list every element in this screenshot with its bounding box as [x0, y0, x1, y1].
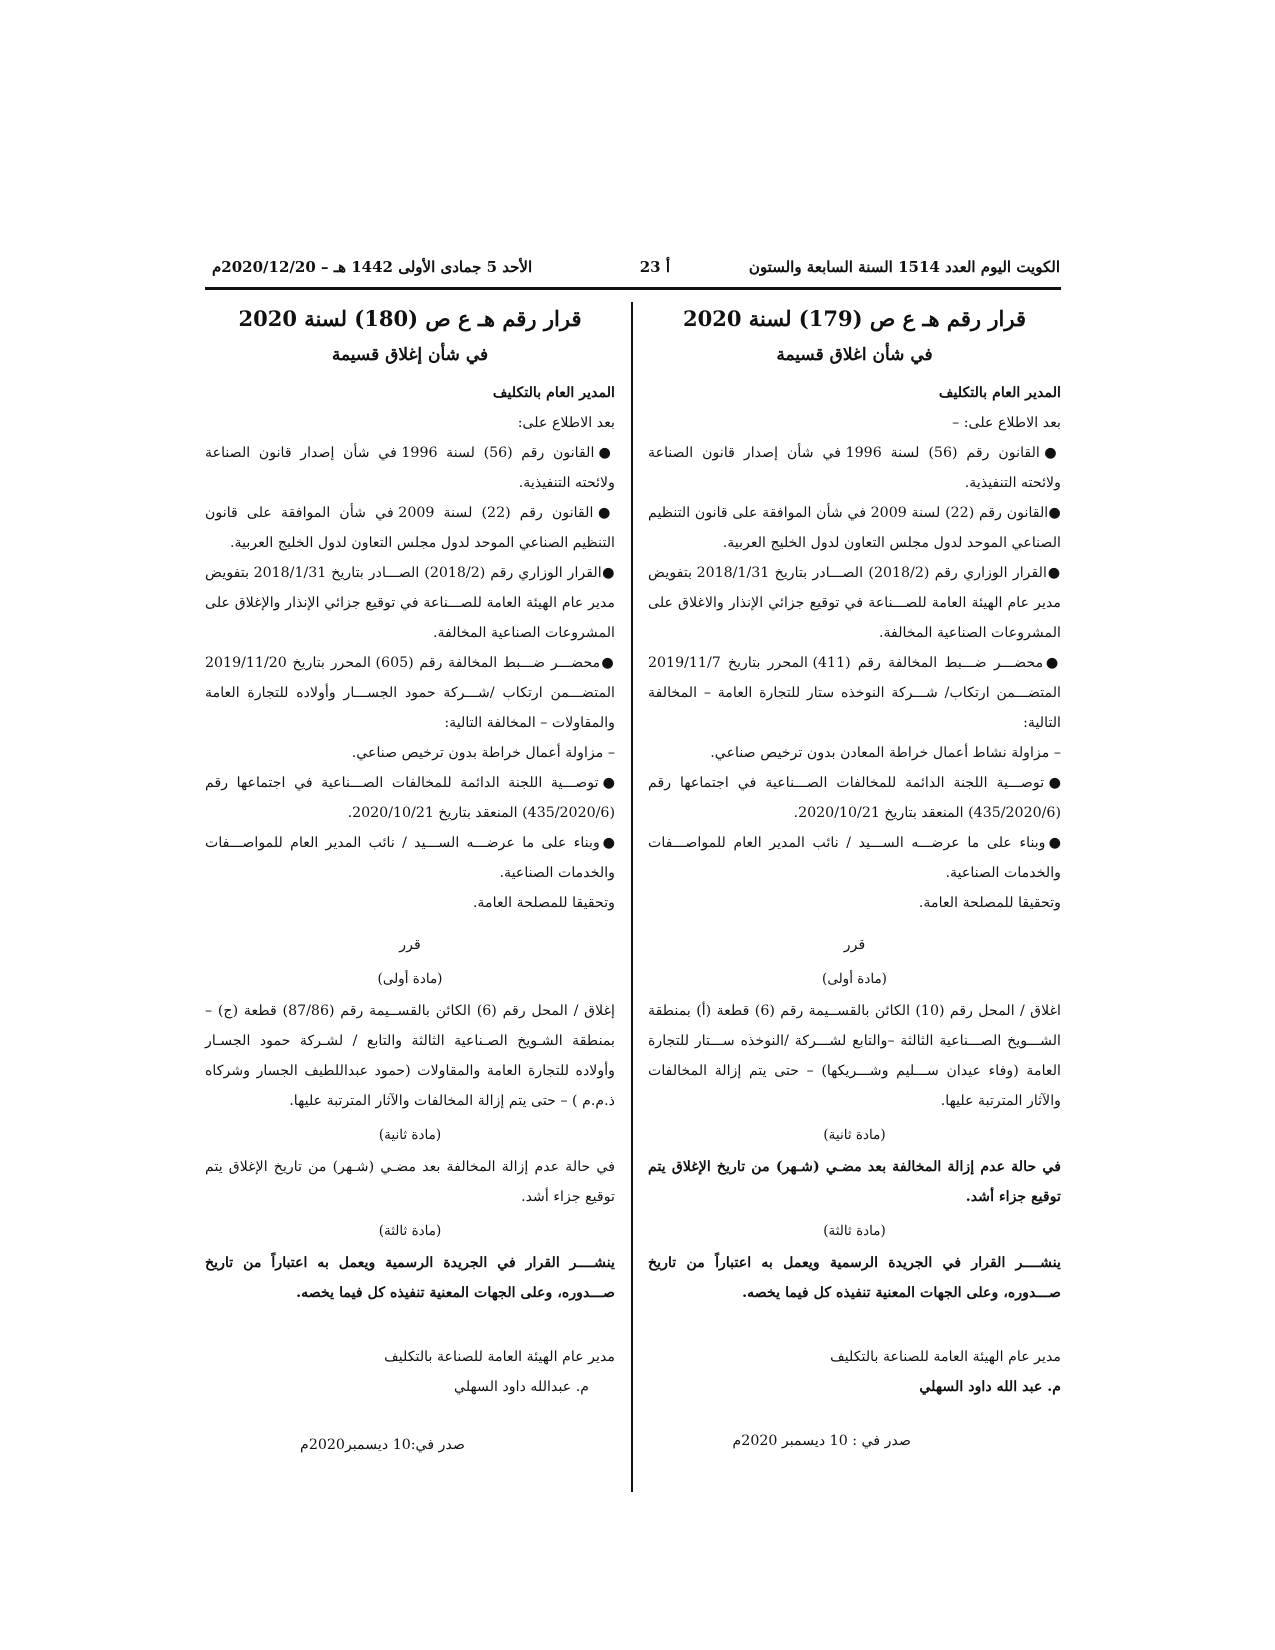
article-text: في حالة عدم إزالة المخالفة بعد مضـي (شـهر) من تاريخ الإغلاق يتم توقيع جزاء أشد.	[648, 1159, 1061, 1205]
preamble-item: ●وبناء على ما عرضـــه الســـيد / نائب المدير العام للمواصـــفات والخدمات الصناعية.	[205, 835, 615, 881]
article-heading: (مادة ثالثة)	[823, 1223, 886, 1239]
issue-date: الأحد 5 جمادى الأولى 1442 هـ – 2020/12/20م	[212, 258, 533, 276]
decision-subtitle: في شأن اغلاق قسيمة	[776, 345, 933, 365]
article-text: ينشــــر القرار في الجريدة الرسمية ويعمل به اعتباراً من تاريخ صـــدوره، وعلى الجهات المعنية تنفيذه كل فيما يخصه.	[205, 1255, 615, 1301]
issuer: المدير العام بالتكليف	[492, 385, 615, 401]
article-text: إغلاق / المحل رقم (6) الكائن بالقســيمة رقم (87/86) قطعة (ج) – بمنطقة الشـويخ الصـناعية الثالثة والتابع / لشـركة حمود الجسـار وأولاده للتجارة العامة والمقاولات (حمود عبداللطيف الجسار وشركاه ذ.م.م ) – حتى يتم إزالة المخالفات والآثار المترتبة عليها.	[205, 1003, 615, 1109]
preamble-item: ●محضـــر ضـــبط المخالفة رقم (605) المحرر بتاريخ 2019/11/20 المتضـــمن ارتكاب /شـــركة حمود الجســـار وأولاده للتجارة العامة والمقاولات – المخالفة التالية:	[205, 655, 615, 731]
preamble-item: ●القانون رقم (22) لسنة 2009 في شأن الموافقة على قانون التنظيم الصناعي الموحد لدول مجلس التعاون لدول الخليج العربية.	[205, 505, 615, 551]
preamble-item: ●القانون رقم (56) لسنة 1996 في شأن إصدار قانون الصناعة ولائحته التنفيذية.	[205, 445, 615, 491]
preamble-item: وتحقيقا للمصلحة العامة.	[472, 895, 615, 911]
issuer: المدير العام بالتكليف	[938, 385, 1061, 401]
signatory-title: مدير عام الهيئة العامة للصناعة بالتكليف	[384, 1349, 615, 1365]
decision-title: قرار رقم هـ ع ص (180) لسنة 2020	[238, 306, 582, 331]
preamble-item: ●توصـــية اللجنة الدائمة للمخالفات الصـــناعية في اجتماعها رقم (435/2020/6) المنعقد بتاريخ 2020/10/21.	[205, 775, 615, 821]
decision-title: قرار رقم هـ ع ص (179) لسنة 2020	[683, 306, 1026, 331]
page-header	[212, 258, 1060, 284]
column-divider	[631, 302, 633, 1492]
signatory-name: م. عبد الله داود السهلي	[919, 1379, 1061, 1395]
preamble-item: ●القانون رقم (22) لسنة 2009 في شأن الموافقة على قانون التنظيم الصناعي الموحد لدول مجلس التعاون لدول الخليج العربية.	[648, 505, 1062, 551]
preamble-item: ●القرار الوزاري رقم (2018/2) الصـــادر بتاريخ 2018/1/31 بتفويض مدير عام الهيئة العامة للصـــناعة في توقيع جزائي الإنذار والإغلاق على المشروعات الصناعية المخالفة.	[205, 565, 615, 641]
publication-info: الكويت اليوم العدد 1514 السنة السابعة والستون	[748, 258, 1060, 276]
article-text: ينشــــر القرار في الجريدة الرسمية ويعمل به اعتباراً من تاريخ صـــدوره، وعلى الجهات المعنية تنفيذه كل فيما يخصه.	[648, 1255, 1061, 1301]
signature-block	[205, 1342, 615, 1402]
article-heading: (مادة ثانية)	[378, 1127, 442, 1143]
preamble-item: ●وبناء على ما عرضـــه الســـيد / نائب المدير العام للمواصـــفات والخدمات الصناعية.	[648, 835, 1061, 881]
preamble-item: ●القانون رقم (56) لسنة 1996 في شأن إصدار قانون الصناعة ولائحته التنفيذية.	[648, 445, 1061, 491]
header-rule	[205, 287, 1061, 290]
decision-180-column	[205, 302, 615, 1460]
issued-date: صدر في : 10 ديسمبر 2020م	[732, 1433, 911, 1449]
article-heading: (مادة ثانية)	[823, 1127, 886, 1143]
article-heading: (مادة أولى)	[377, 971, 443, 987]
article-text: في حالة عدم إزالة المخالفة بعد مضـي (شـهر) من تاريخ الإغلاق يتم توقيع جزاء أشد.	[205, 1159, 615, 1205]
violation-item: – مزاولة نشاط أعمال خراطة المعادن بدون ترخيص صناعي.	[710, 745, 1061, 761]
decided-heading: قرر	[399, 937, 421, 953]
issued-date: صدر في:10 ديسمبر2020م	[300, 1437, 465, 1453]
page-number: أ 23	[639, 258, 670, 276]
decision-179-column	[648, 302, 1061, 1456]
preamble-item: ●محضـــر ضـــبط المخالفة رقم (411) المحرر بتاريخ 2019/11/7 المتضـــمن ارتكاب/ شـــركة النوخذه ستار للتجارة العامة – المخالفة التالية:	[648, 655, 1061, 731]
after-review: بعد الاطلاع على:	[517, 415, 615, 431]
violation-item: – مزاولة أعمال خراطة بدون ترخيص صناعي.	[351, 745, 615, 761]
signatory-name: م. عبدالله داود السهلي	[454, 1379, 589, 1395]
preamble-item: ●القرار الوزاري رقم (2018/2) الصـــادر بتاريخ 2018/1/31 بتفويض مدير عام الهيئة العامة للصـــناعة في توقيع جزائي الإنذار والاغلاق على المشروعات الصناعية المخالفة.	[648, 565, 1061, 641]
preamble-item: ●توصـــية اللجنة الدائمة للمخالفات الصـــناعية في اجتماعها رقم (435/2020/6) المنعقد بتاريخ 2020/10/21.	[648, 775, 1061, 821]
decision-subtitle: في شأن إغلاق قسيمة	[331, 345, 489, 365]
signature-block	[648, 1342, 1061, 1402]
article-heading: (مادة أولى)	[822, 971, 887, 987]
article-text: اغلاق / المحل رقم (10) الكائن بالقســيمة رقم (6) قطعة (أ) بمنطقة الشـــويخ الصـــناعية الثالثة –والتابع لشـــركة /النوخذه ســـتار للتجارة العامة (وفاء عيدان ســـليم وشـــريكها) – حتى يتم إزالة المخالفات والآثار المترتبة عليها.	[648, 1003, 1061, 1109]
article-heading: (مادة ثالثة)	[378, 1223, 442, 1239]
signatory-title: مدير عام الهيئة العامة للصناعة بالتكليف	[830, 1349, 1061, 1365]
preamble-item: وتحقيقا للمصلحة العامة.	[918, 895, 1061, 911]
after-review: بعد الاطلاع على: –	[952, 415, 1061, 431]
decided-heading: قرر	[843, 937, 866, 953]
